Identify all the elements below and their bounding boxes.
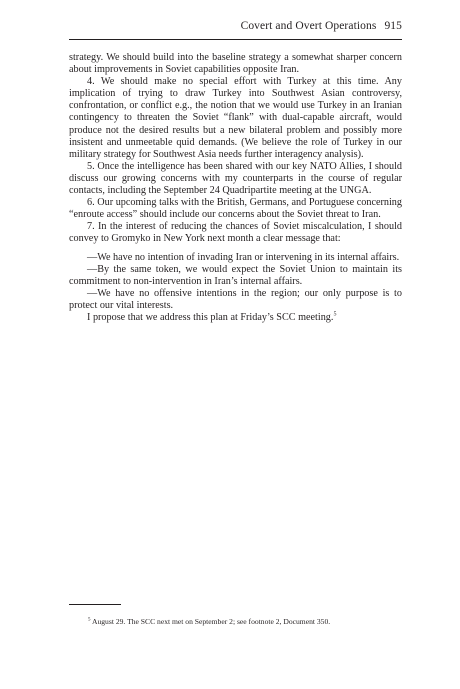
paragraph-4: 4. We should make no special effort with Turkey at this time. Any implication of trying to draw Turkey into Southwest Asian controversy, confrontation, or conflict e.g., the notion that we would use Turkey in an Iranian contingency to threaten the Soviet “flank” with dual-capable aircraft, would produce not the desired results but a new bilateral problem and possibly more insistent and unmeetable quid demands. (We believe the role of Turkey in our military strategy for Southwest Asia needs further interagency analysis). [69,76,402,160]
dash-item-2: —By the same token, we would expect the Soviet Union to maintain its commitment to non-intervention in Iran’s internal affairs. [69,263,402,287]
dash-item-1: —We have no intention of invading Iran or intervening in its internal affairs. [87,251,400,263]
dash-item-3: —We have no offensive intentions in the region; our only purpose is to protect our vital interests. [69,287,402,311]
paragraph-continuation: strategy. We should build into the baseline strategy a somewhat sharper concern about improvements in Soviet capabilities opposite Iran. [69,52,402,76]
body-text [69,52,402,324]
footnote-rule [69,604,121,605]
paragraph-5: 5. Once the intelligence has been shared with our key NATO Allies, I should discuss our growing concerns with my counterparts in the course of regular contacts, including the September 24 Quadripartite meeting at the UNGA. [69,160,402,197]
page-number: 915 [384,20,402,32]
footnote-marker: 5 [88,617,91,623]
footnote [88,617,408,626]
footnote-reference[interactable]: 5 [333,311,337,318]
header-rule [69,39,402,40]
running-title: Covert and Overt Operations [240,20,377,32]
paragraph-7: 7. In the interest of reducing the chances of Soviet miscalculation, I should convey to Gromyko in New York next month a clear message that: [69,221,402,245]
closing-text: I propose that we address this plan at Friday’s SCC meeting. [87,311,334,323]
footnote-text: August 29. The SCC next met on September 2; see footnote 2, Document 350. [91,617,331,626]
paragraph-6: 6. Our upcoming talks with the British, Germans, and Portuguese concerning “enroute access” should include our concerns about the Soviet threat to Iran. [69,197,402,221]
closing-paragraph [69,312,402,324]
running-head [241,20,402,32]
